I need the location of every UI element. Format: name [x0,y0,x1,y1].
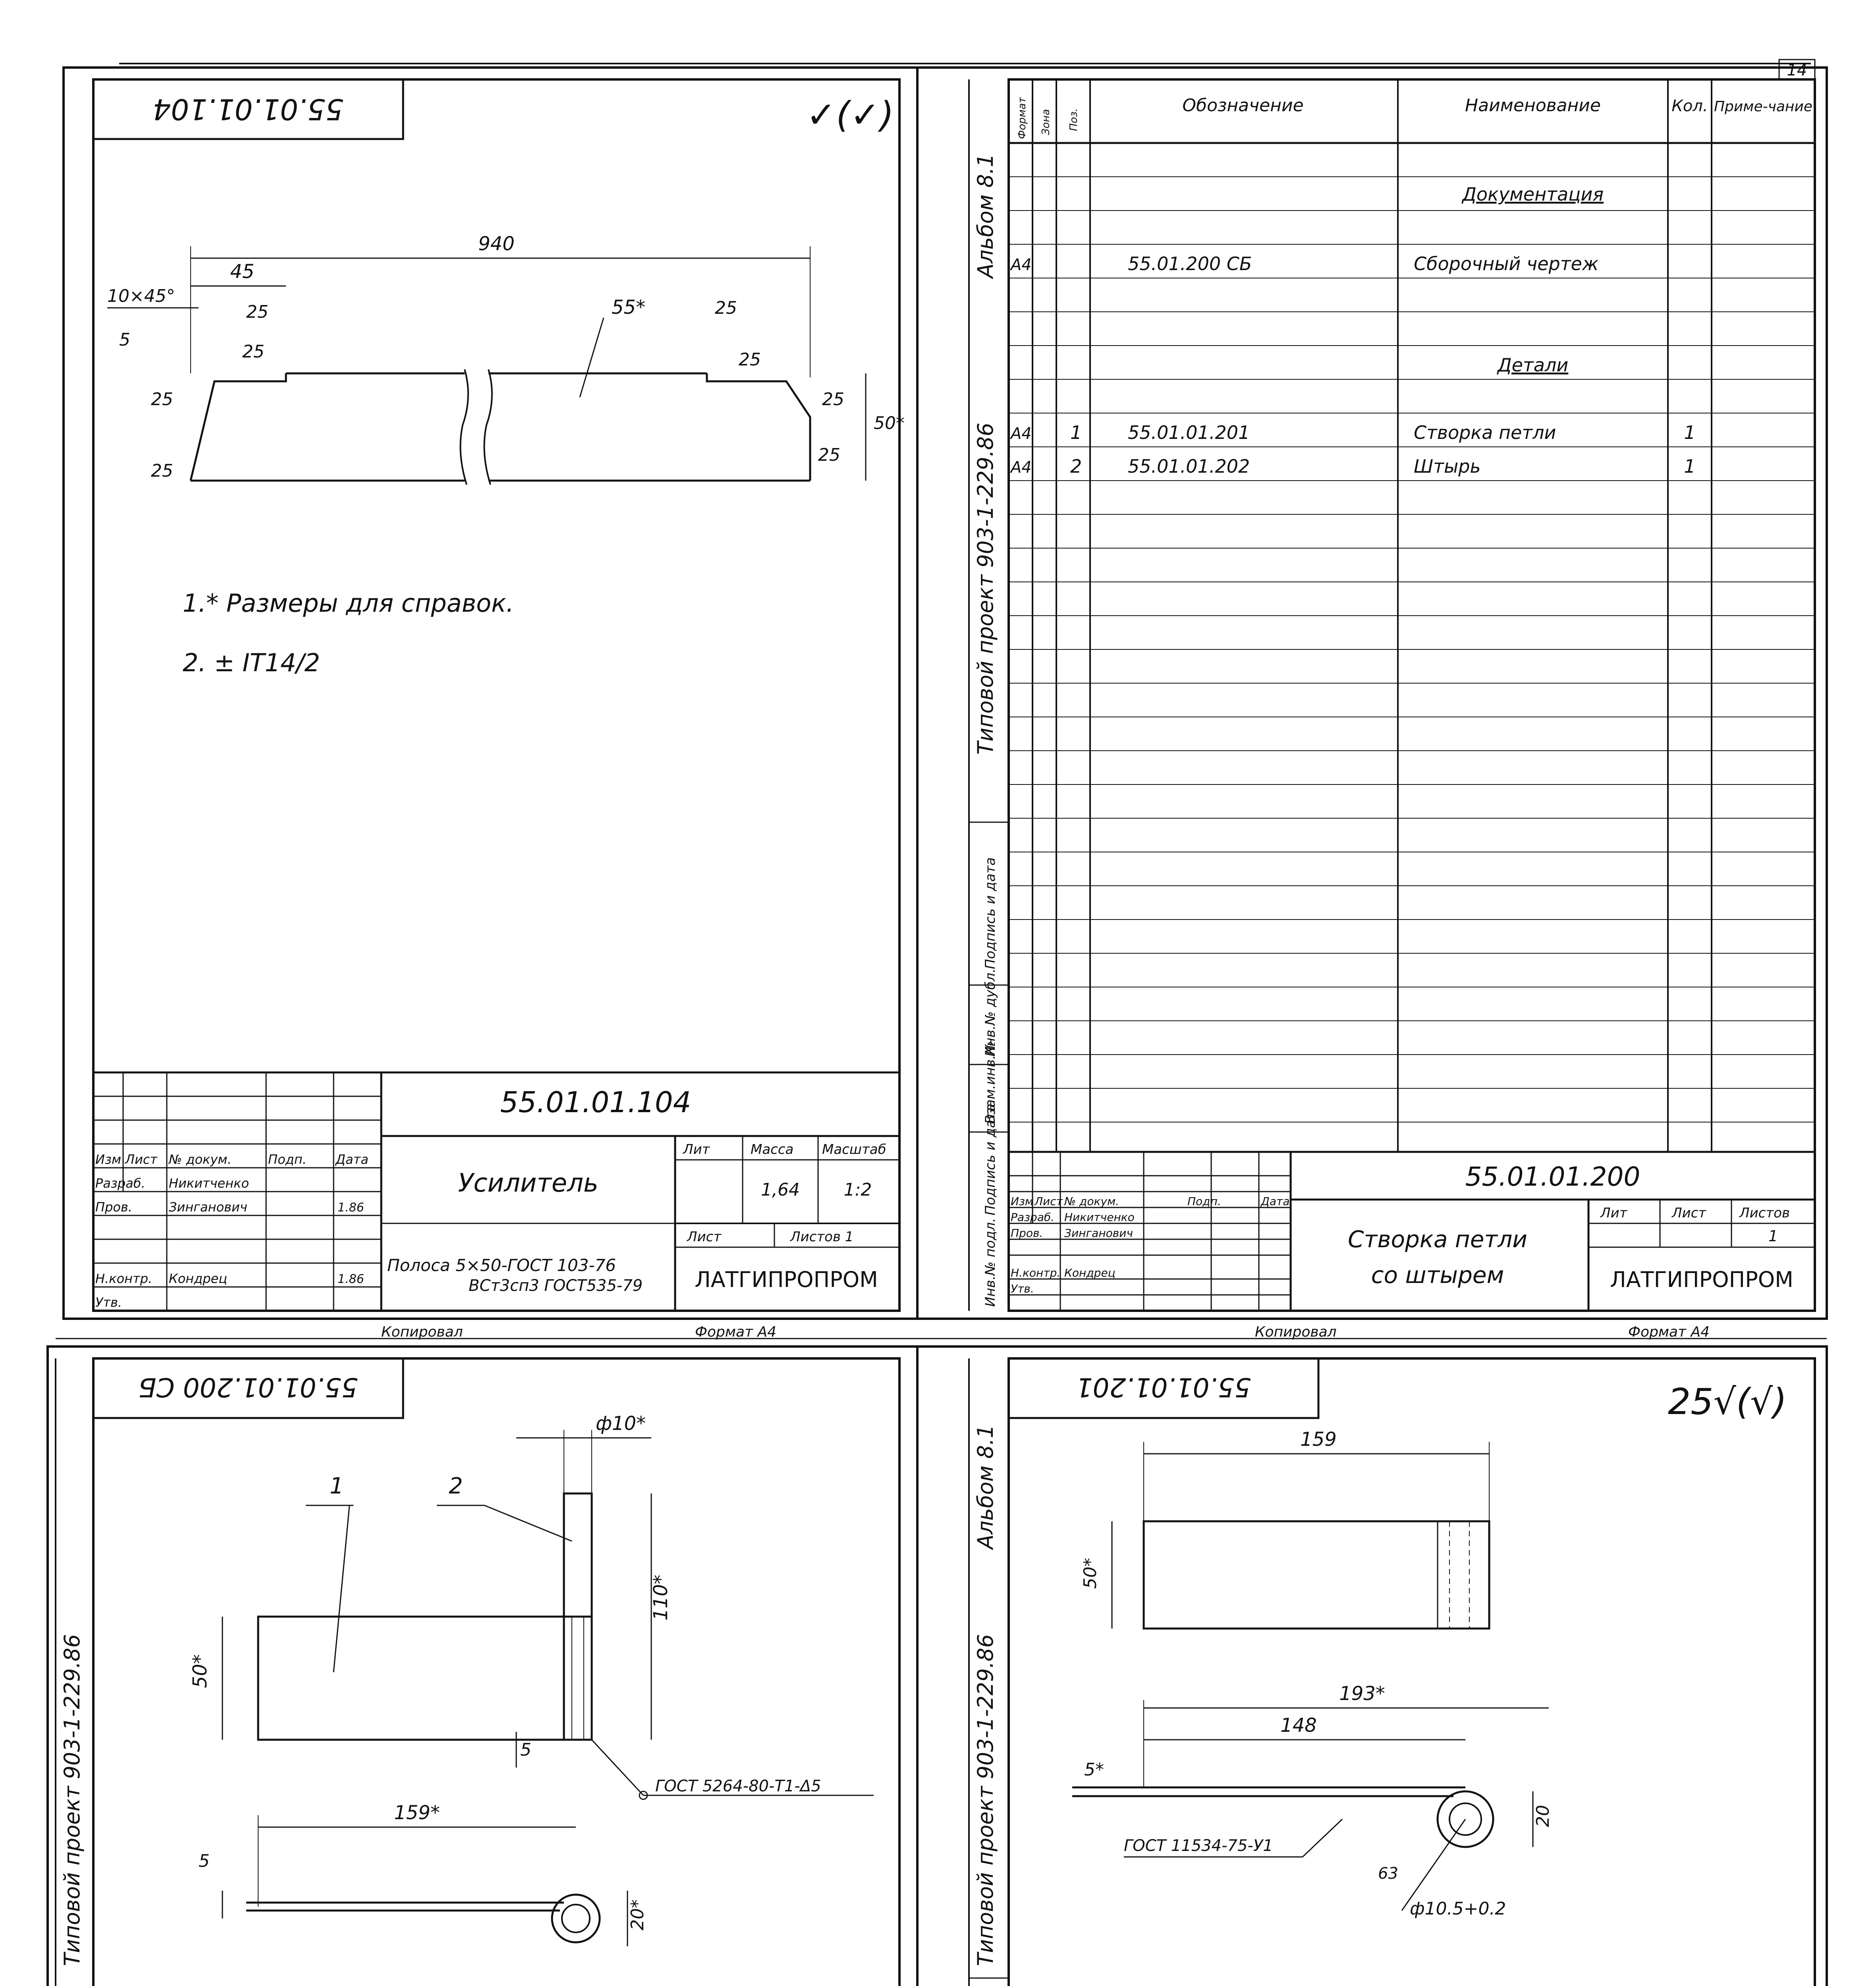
rough-2: 25 [242,342,264,362]
side-stamp-tr [969,822,1009,1307]
tb-prov-name: Зинганович [169,1200,247,1215]
sheet-label-tr: Лист [1672,1205,1706,1221]
dim-hole: ф10.5+0.2 [1410,1899,1506,1919]
side-label-0: Инв.№ подл. [982,1218,998,1307]
part-name-tr-2: со штырем [1371,1262,1504,1289]
dim-thk-br: 5* [1084,1760,1104,1780]
dim-pin-dia: ф10* [596,1412,646,1435]
sheet-top-right [917,60,1827,1340]
tb-nkontr-name: Кондрец [169,1271,228,1286]
rough-1: 25 [246,302,268,322]
tb-masshtab: Масштаб [822,1142,886,1157]
dim-height: 50* [874,413,905,433]
page-number: 14 [1787,61,1807,79]
dim-thk-bl: 5 [520,1740,531,1760]
roughness-symbol: ✓(✓) [806,94,894,136]
weld-spec-bl: ГОСТ 5264-80-Т1-Δ5 [655,1777,821,1795]
material-2: ВСт3сп3 ГОСТ535-79 [469,1277,643,1295]
assembly-drawing [189,1412,874,1946]
tb-nkontr-tr: Н.контр. [1011,1266,1061,1279]
title-code-tr: 55.01.01.200 [1465,1161,1641,1192]
tb-nkontr-name-tr: Кондрец [1064,1266,1116,1279]
sheet-label: Лист [687,1229,722,1245]
project-label: Типовой проект 903-1-229.86 [973,423,998,755]
tb-lit: Лит [683,1142,710,1157]
dim-eye-br: 20 [1533,1805,1553,1827]
dim-overall: 940 [478,233,515,255]
rough-8: 25 [818,445,840,465]
spec-row-1-code: 55.01.200 СБ [1128,253,1252,274]
spec-row-2-name: Детали [1497,354,1569,376]
tb-prov-name-tr: Зинганович [1064,1227,1133,1240]
note-1: 1.* Размеры для справок. [183,589,514,618]
sheet-bottom-right [917,1347,1827,1986]
material-1: Полоса 5×50-ГОСТ 103-76 [387,1256,616,1275]
side-label-2: Взам.инв.№ [982,1041,998,1124]
spec-row-1-name: Сборочный чертеж [1414,253,1599,274]
title-block-tl [93,1072,899,1311]
copied-label: Копировал [381,1324,463,1340]
tb-izm-tr: Изм [1011,1195,1033,1208]
dim-height-bl: 50* [189,1654,211,1688]
spec-row-4-qty: 1 [1684,456,1696,477]
side-label-4: Подпись и дата [982,1103,998,1215]
sheets-total-tr: 1 [1768,1227,1778,1245]
hdr-pos: Поз. [1068,108,1080,131]
spec-row-4-name: Штырь [1414,456,1481,477]
album-label-br: Альбом 8.1 [973,1424,998,1549]
spec-row-3-qty: 1 [1684,422,1696,443]
tb-ndoc: № докум. [169,1152,232,1167]
tb-razrab: Разраб. [95,1176,145,1191]
rough-5: 25 [715,298,737,318]
tb-ndoc-tr: № докум. [1064,1195,1119,1208]
tb-massa: Масса [751,1142,794,1157]
side-stamp-br [969,1978,1009,1986]
dim-height-br: 50* [1080,1558,1100,1589]
tb-razrab-name: Никитченко [169,1176,249,1191]
leaf-drawing [1072,1428,1553,1919]
side-label-1: Подпись и дата [982,857,998,969]
tb-date-1: 1.86 [338,1201,364,1215]
spec-row-3-code: 55.01.01.201 [1128,422,1250,443]
spec-table [1009,79,1815,1152]
tb-utv: Утв. [95,1295,122,1310]
sheets-label-tr: Листов [1739,1205,1790,1221]
tb-prov: Пров. [95,1200,132,1215]
spec-row-4-pos: 2 [1070,456,1082,477]
sheet-bottom-left [48,1347,917,1986]
tb-nkontr: Н.контр. [95,1271,152,1286]
part-drawing-plate [107,233,905,485]
spec-row-3-format: А4 [1011,425,1032,443]
dim-pin-len: 110* [650,1575,672,1621]
dim-angle: 63 [1378,1864,1398,1883]
stamp-code-br: 55.01.01.201 [1076,1372,1251,1403]
format-label-tr: Формат А4 [1628,1324,1710,1340]
note-2: 2. ± IT14/2 [183,648,320,677]
spec-row-4-format: А4 [1011,458,1032,477]
tb-utv-tr: Утв. [1011,1282,1034,1295]
hdr-qty: Кол. [1671,97,1708,115]
part-name-tr-1: Створка петли [1348,1226,1527,1253]
spec-row-4-code: 55.01.01.202 [1128,456,1250,477]
project-label-br: Типовой проект 903-1-229.86 [973,1634,998,1966]
dim-eye-bl: 20* [627,1899,648,1930]
rough-3: 25 [151,389,173,410]
tb-list-tr: Лист [1035,1195,1063,1208]
rough-mid: 55* [612,296,646,319]
tb-podp: Подп. [268,1152,307,1167]
org-name: ЛАТГИПРОПРОМ [695,1267,878,1292]
pos-1: 1 [330,1473,344,1499]
rough-6: 25 [739,350,761,370]
title-block-tr [1009,1152,1815,1311]
dim-thk-bl-2: 5 [199,1851,210,1871]
dim-width-bl: 159* [394,1802,440,1824]
pos-2: 2 [449,1473,463,1499]
part-name: Усилитель [458,1169,598,1198]
hdr-code: Обозначение [1182,95,1304,116]
roughness-symbol-br: 25√(√) [1668,1381,1787,1423]
tb-lit-tr: Лит [1600,1205,1627,1221]
sheets-label: Листов 1 [790,1229,854,1245]
tb-prov-tr: Пров. [1011,1227,1043,1240]
hdr-format: Формат [1016,97,1028,139]
stamp-code: 55.01.01.104 [152,93,344,126]
tb-data-tr: Дата [1261,1195,1290,1208]
hdr-name: Наименование [1465,95,1601,116]
org-name-tr: ЛАТГИПРОПРОМ [1610,1267,1793,1292]
tb-razrab-tr: Разраб. [1011,1211,1055,1224]
album-label: Альбом 8.1 [973,153,998,278]
format-label: Формат А4 [695,1324,777,1340]
title-code: 55.01.01.104 [500,1086,691,1119]
spec-row-0-name: Документация [1462,184,1604,205]
mass-value: 1,64 [761,1180,800,1200]
tb-data: Дата [336,1152,369,1167]
tb-list: Лист [125,1152,158,1167]
spec-row-3-name: Створка петли [1414,422,1556,443]
side-label-3: Инв.№ дубл. [982,968,998,1057]
tb-date-2: 1.86 [338,1272,364,1286]
dim-chamfer: 10×45° [107,286,175,306]
tb-razrab-name-tr: Никитченко [1064,1211,1135,1224]
dim-thk: 5 [119,330,130,350]
rough-7: 25 [822,389,844,410]
hdr-note: Приме-чание [1714,99,1813,115]
sheet-top-left [64,68,917,1340]
weld-spec-br: ГОСТ 11534-75-У1 [1124,1837,1273,1855]
copied-label-tr: Копировал [1255,1324,1337,1340]
spec-row-3-pos: 1 [1070,422,1082,443]
tb-izm: Изм [95,1152,122,1167]
dim-flat: 148 [1280,1714,1317,1737]
dim-top-len: 159 [1300,1428,1337,1451]
spec-row-1-format: А4 [1011,256,1032,274]
dim-total: 193* [1339,1683,1385,1705]
tb-podp-tr: Подп. [1187,1195,1221,1208]
stamp-code-bl: 55.01.01.200 СБ [138,1372,358,1403]
dim-left-seg: 45 [230,261,255,283]
project-label-bl: Типовой проект 903-1-229.86 [60,1634,85,1966]
scale-value: 1:2 [843,1180,872,1200]
rough-4: 25 [151,461,173,481]
hdr-zone: Зона [1040,109,1052,135]
